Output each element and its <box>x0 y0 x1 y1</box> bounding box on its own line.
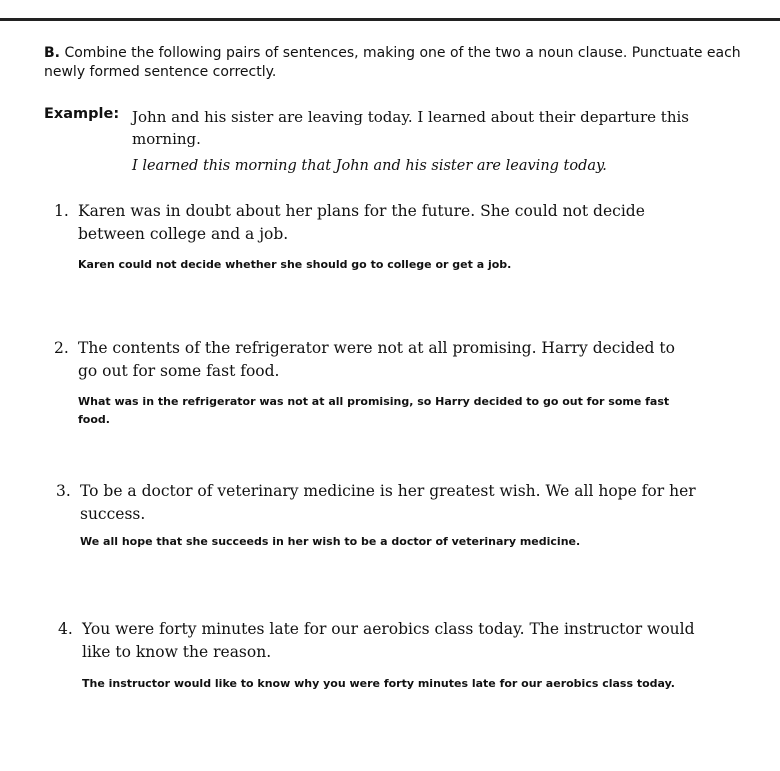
item-answer: What was in the refrigerator was not at all promising, so Harry decided to go out for some fast food. <box>78 395 670 426</box>
item-answer: Karen could not decide whether she should go to college or get a job. <box>78 258 512 271</box>
item-question: To be a doctor of veterinary medicine is her greatest wish. We all hope for her success. <box>80 482 696 523</box>
section-label: B. <box>44 45 60 61</box>
item-question: You were forty minutes late for our aerobics class today. The instructor would like to know the reason. <box>82 620 695 661</box>
item-answer: The instructor would like to know why you were forty minutes late for our aerobics class today. <box>82 677 675 690</box>
example-text: John and his sister are leaving today. I learned about their departure this morning. <box>132 108 689 148</box>
section-instructions <box>44 44 744 82</box>
item-number: 1. <box>54 202 69 220</box>
item-number: 3. <box>56 482 71 500</box>
item-number: 2. <box>54 339 69 357</box>
item-answer: We all hope that she succeeds in her wish to be a doctor of veterinary medicine. <box>80 535 581 548</box>
example-answer: I learned this morning that John and his sister are leaving today. <box>132 158 607 174</box>
instructions-text: Combine the following pairs of sentences, making one of the two a noun clause. Punctuate each newly formed sentence correctly. <box>44 45 741 80</box>
top-rule <box>0 18 780 21</box>
example-label: Example: <box>44 106 120 122</box>
item-question: Karen was in doubt about her plans for the future. She could not decide between college and a job. <box>78 202 645 243</box>
item-number: 4. <box>58 620 73 638</box>
item-question: The contents of the refrigerator were not at all promising. Harry decided to go out for some fast food. <box>78 339 675 380</box>
